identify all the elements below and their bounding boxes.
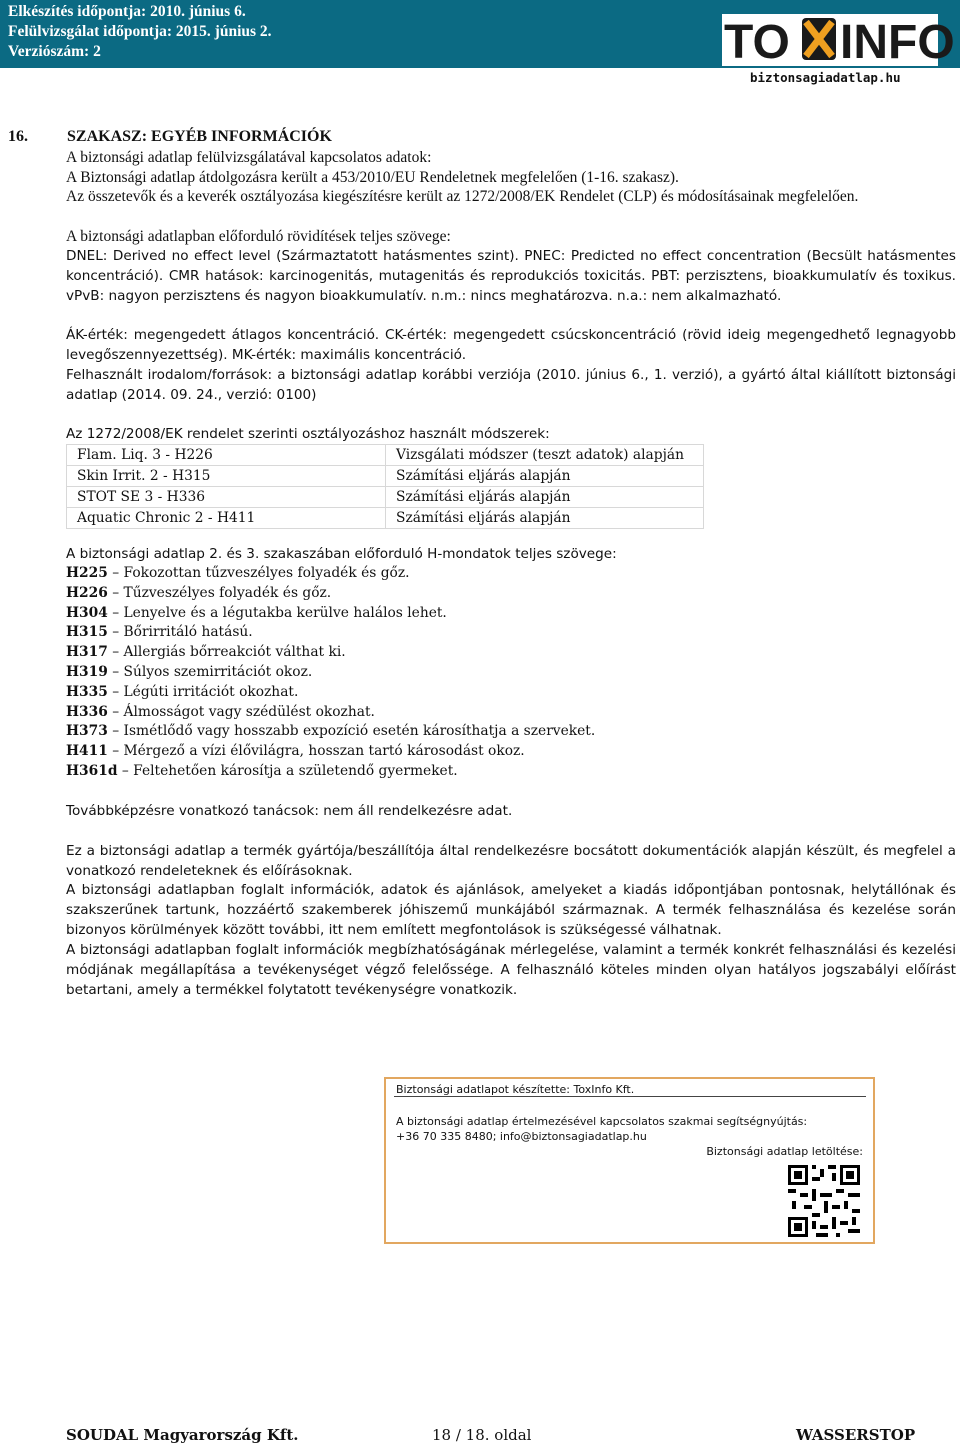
- method-cell: Számítási eljárás alapján: [386, 466, 704, 487]
- list-item: H335 – Légúti irritációt okozhat.: [66, 683, 299, 700]
- contact-box: [384, 1077, 875, 1244]
- h-text: Légúti irritációt okozhat.: [123, 683, 299, 700]
- qr-code-icon[interactable]: [788, 1165, 860, 1237]
- h-code: H225: [66, 565, 108, 581]
- h-code: H317: [66, 644, 108, 661]
- toxinfo-logo: [722, 14, 955, 69]
- classification-note: Az összetevők és a keverék osztályozása kiegészítésre került az 1272/2008/EK Rendelet (CLP) és módosításainak megfelelően.: [66, 188, 859, 205]
- class-cell: STOT SE 3 - H336: [67, 487, 386, 508]
- table-row: [67, 487, 704, 508]
- h-code: H373: [66, 723, 108, 740]
- h-text: Mérgező a vízi élővilágra, hosszan tartó károsodást okoz.: [123, 743, 525, 760]
- divider: [394, 1096, 866, 1097]
- review-intro: A biztonsági adatlap felülvizsgálatával kapcsolatos adatok:: [66, 149, 432, 166]
- website-label: biztonsagiadatlap.hu: [750, 70, 901, 85]
- method-cell: Számítási eljárás alapján: [386, 508, 704, 529]
- logo-text-to: TO: [724, 16, 790, 69]
- training-advice: Továbbképzésre vonatkozó tanácsok: nem áll rendelkezésre adat.: [66, 803, 513, 819]
- class-cell: Aquatic Chronic 2 - H411: [67, 508, 386, 529]
- h-statements-list: [66, 564, 595, 782]
- footer-page-number: 18 / 18. oldal: [432, 1426, 532, 1444]
- h-code: H361d: [66, 762, 118, 779]
- disclaimer-paragraph-2: A biztonsági adatlapban foglalt információk, adatok és ajánlások, amelyeket a kiadás időpontjában pontosnak, helytállónak és szakszerűnek tartunk, hozzáértő szakemberek jóhiszemű munkájából származnak. A termék felhasználása és kezelése során bizonyos körülmények között további, itt nem említett megfontolások is szükségessé válhatnak.: [66, 882, 956, 938]
- list-item: H225 – Fokozottan tűzveszélyes folyadék és gőz.: [66, 565, 410, 581]
- issue-date: Elkészítés időpontja: 2010. június 6.: [8, 3, 246, 20]
- limit-values-text: ÁK-érték: megengedett átlagos koncentráció. CK-érték: megengedett csúcskoncentráció (rövid ideig megengedhető legnagyobb levegőszennyezettség). MK-érték: maximális koncentráció.: [66, 327, 956, 363]
- class-cell: Flam. Liq. 3 - H226: [67, 445, 386, 466]
- h-code: H226: [66, 584, 108, 601]
- download-label: Biztonsági adatlap letöltése:: [706, 1145, 863, 1158]
- class-cell: Skin Irrit. 2 - H315: [67, 466, 386, 487]
- contact-info[interactable]: +36 70 335 8480; info@biztonsagiadatlap.hu: [396, 1130, 647, 1143]
- abbreviations-text: DNEL: Derived no effect level (Származtatott hatásmentes szint). PNEC: Predicted no effect concentration (Becsült hatásmentes koncentráció). CMR hatások: karcinogenitás, mutagenitás és reprodukciós toxicitás. PBT: perzisztens, bioakkumulatív és toxikus. vPvB: nagyon perzisztens és nagyon bioakkumulatív. n.m.: nincs meghatározva. n.a.: nem alkalmazható.: [66, 248, 956, 304]
- section-title: SZAKASZ: EGYÉB INFORMÁCIÓK: [67, 128, 332, 145]
- list-item: H361d – Feltehetően károsítja a születendő gyermeket.: [66, 762, 458, 779]
- list-item: H373 – Ismétlődő vagy hosszabb expozíció esetén károsíthatja a szerveket.: [66, 723, 596, 740]
- method-cell: Számítási eljárás alapján: [386, 487, 704, 508]
- section-number: 16.: [8, 128, 28, 145]
- table-row: [67, 466, 704, 487]
- help-title: A biztonsági adatlap értelmezésével kapcsolatos szakmai segítségnyújtás:: [396, 1115, 808, 1128]
- list-item: H319 – Súlyos szemirritációt okoz.: [66, 663, 313, 680]
- h-code: H336: [66, 703, 108, 720]
- h-text: Bőrirritáló hatású.: [123, 624, 253, 641]
- revision-note: A Biztonsági adatlap átdolgozásra került a 453/2010/EU Rendeletnek megfelelően (1-16. szakasz).: [66, 169, 679, 186]
- footer-product: WASSERSTOP: [796, 1426, 916, 1444]
- h-text: Allergiás bőrreakciót válthat ki.: [123, 644, 346, 661]
- list-item: H411 – Mérgező a vízi élővilágra, hosszan tartó károsodást okoz.: [66, 743, 525, 760]
- h-text: Fokozottan tűzveszélyes folyadék és gőz.: [123, 565, 410, 581]
- abbrev-title: A biztonsági adatlapban előforduló rövidítések teljes szövege:: [66, 228, 451, 245]
- h-statements-title: A biztonsági adatlap 2. és 3. szakaszában előforduló H-mondatok teljes szövege:: [66, 546, 617, 562]
- methods-table: [66, 444, 704, 529]
- h-code: H319: [66, 663, 108, 680]
- disclaimer-paragraph-3: A biztonsági adatlapban foglalt információk megbízhatóságának mérlegelése, valamint a termék konkrét felhasználási és kezelési módjának megállapítása a tevékenységet végző felelőssége. A felhasználó köteles minden olyan hatályos jogszabályi előírást betartani, amely a termékkel folytatott tevékenységre vonatkozik.: [66, 942, 956, 998]
- h-text: Lenyelve és a légutakba kerülve halálos lehet.: [123, 604, 447, 621]
- h-text: Súlyos szemirritációt okoz.: [123, 663, 313, 680]
- h-code: H411: [66, 743, 108, 760]
- document-header: [8, 2, 272, 62]
- table-row: [67, 445, 704, 466]
- h-code: H315: [66, 624, 108, 641]
- section-heading: [8, 128, 332, 146]
- h-text: Tűzveszélyes folyadék és gőz.: [123, 584, 332, 601]
- h-text: Feltehetően károsítja a születendő gyermeket.: [133, 762, 458, 779]
- logo-text-info: INFO: [840, 16, 955, 69]
- list-item: H317 – Allergiás bőrreakciót válthat ki.: [66, 644, 346, 661]
- h-text: Ismétlődő vagy hosszabb expozíció esetén károsíthatja a szerveket.: [123, 723, 596, 740]
- prepared-by: Biztonsági adatlapot készítette: ToxInfo Kft.: [396, 1083, 635, 1096]
- method-cell: Vizsgálati módszer (teszt adatok) alapján: [386, 445, 704, 466]
- list-item: H315 – Bőrirritáló hatású.: [66, 624, 253, 641]
- sources-text: Felhasznált irodalom/források: a biztonsági adatlap korábbi verziója (2010. június 6., 1. verzió), a gyártó által kiállított biztonsági adatlap (2014. 09. 24., verzió: 0100): [66, 367, 956, 403]
- footer-company: SOUDAL Magyarország Kft.: [66, 1426, 299, 1444]
- h-text: Álmosságot vagy szédülést okozhat.: [123, 703, 375, 720]
- list-item: H226 – Tűzveszélyes folyadék és gőz.: [66, 584, 332, 601]
- h-code: H304: [66, 604, 108, 621]
- h-code: H335: [66, 683, 108, 700]
- version-number: Verziószám: 2: [8, 43, 101, 60]
- methods-title: Az 1272/2008/EK rendelet szerinti osztályozáshoz használt módszerek:: [66, 426, 550, 442]
- list-item: H336 – Álmosságot vagy szédülést okozhat.: [66, 703, 375, 720]
- disclaimer-paragraph-1: Ez a biztonsági adatlap a termék gyártója/beszállítója által rendelkezésre bocsátott dokumentációk alapján készült, és megfelel a vonatkozó rendeleteknek és előírásoknak.: [66, 843, 956, 879]
- list-item: H304 – Lenyelve és a légutakba kerülve halálos lehet.: [66, 604, 447, 621]
- table-row: [67, 508, 704, 529]
- revision-date: Felülvizsgálat időpontja: 2015. június 2.: [8, 23, 272, 40]
